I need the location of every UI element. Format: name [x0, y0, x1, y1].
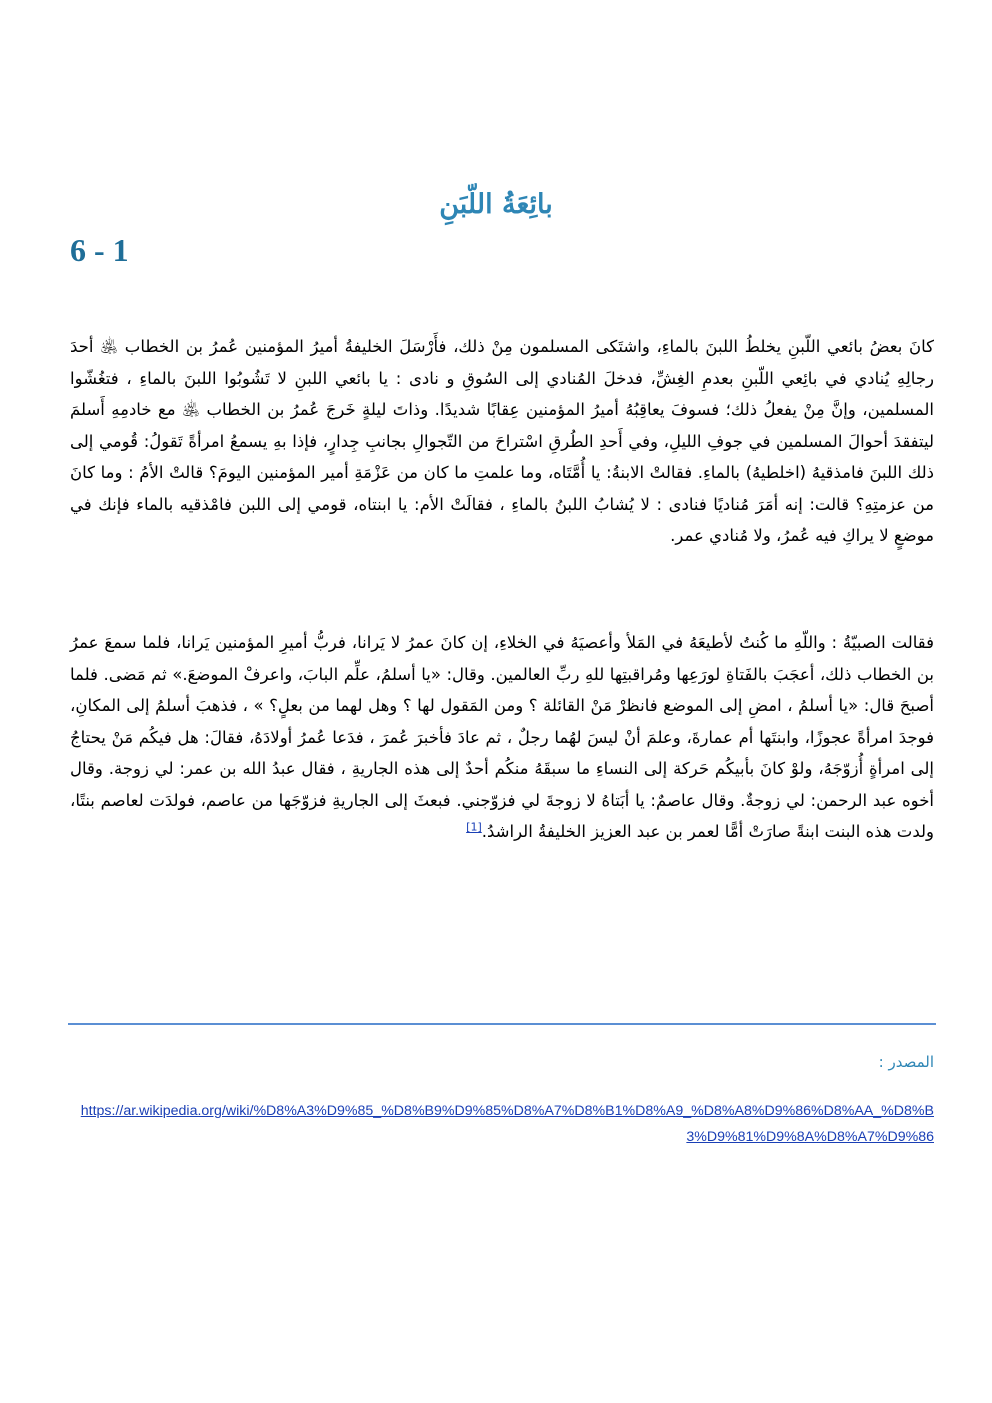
body-paragraph-2 — [70, 627, 934, 848]
paragraph-1-text: كانَ بعضُ بائعي اللّبنِ يخلطُ اللبنَ بالماءِ، واشتَكى المسلمون مِنْ ذلك، فأَرْسَلَ الخليفةُ أميرُ المؤمنين عُمرُ بن الخطاب ﵁ أحدَ رجالِهِ يُنادي في بائِعي اللّبنِ بعدمِ الغِشِّ، فدخلَ المُنادي إلى السُوقِ و نادى : يا بائعي اللبنِ لا تَشُوبُوا اللبنَ بالماءِ ، فتغُشّوا المسلمين، وإنَّ مِنْ يفعلُ ذلك؛ فسوفَ يعاقِبُهُ أميرُ المؤمنين عِقابًا شديدًا. وذاتَ ليلةٍ خَرجَ عُمرُ بن الخطاب ﵁ مع خادمِهِ أَسلمَ ليتفقدَ أحوالَ المسلمين في جوفِ الليلِ، وفي أَحدِ الطُرقِ اسْتراحَ من التّجوالِ بجانبِ جِدارٍ، فإذا بهِ يسمعُ امرأةً تَقولُ: قُومي إلى ذلك اللبنَ فامذقيهُ (اخلطيهُ) بالماءِ. فقالتْ الابنةُ: يا أُمَّتَاه، وما علمتِ ما كان من عَزْمَةِ أمير المؤمنين اليومَ؟ قالتْ الأمُ : وما كانَ من عزمتِهِ؟ قالت: إنه أمَرَ مُناديًا فنادى : لا يُشابُ اللبنُ بالماءِ ، فقالَتْ الأم: يا ابنتاه، قومي إلى اللبن فامْذقيه بالماء فإنك في موضعٍ لا يراكِ فيه عُمرُ، ولا مُنادي عمر. — [70, 337, 934, 545]
page-title: بائِعَةُ اللّبَنِ — [439, 189, 553, 221]
paragraph-2-text: فقالت الصبيّةُ : واللّهِ ما كُنتُ لأطيعَهُ في المَلأ وأعصيَهُ في الخلاءِ، إن كانَ عمرُ لا يَرانا، فربُّ أميرِ المؤمنين يَرانا، فلما سمعَ عمرُ بن الخطاب ذلك، أعجَبَ بالفَتاةِ لورَعِها ومُراقبتِها للهِ ربِّ العالمين. وقال: «يا أسلمُ، علِّم البابَ، واعرفْ الموضعَ.» ثم مَضى. فلما أصبحَ قال: «يا أسلمُ ، امضِ إلى الموضع فانظرْ مَنْ القائلة ؟ ومن المَقول لها ؟ وهل لهما من بعلٍ؟ » ، فذهبَ أسلمُ إلى المكانِ، فوجدَ امرأةً عجوزًا، وابنتَها أم عمارةَ، وعلمَ أنْ ليسَ لهُما رجلٌ ، ثم عادَ فأخبرَ عُمرَ ، فدَعا عُمرُ أولادَهُ، فقالَ: هل فيكُم مَنْ يحتاجُ إلى امرأةٍ أُزوّجَهُ، ولوْ كانَ بأبيكُم حَركة إلى النساءِ ما سبقَهُ منكُم أحدٌ إلى هذه الجاريةِ ، فقال عبدُ الله بن عمر: لي زوجة. وقال أخوه عبد الرحمن: لي زوجةٌ. وقال عاصمٌ: يا أبَتاهُ لا زوجةَ لي فزوّجني. فبعثَ إلى الجاريةِ فزوّجَها من عاصم، فولدَت لعاصم بنتًا، ولدت هذه البنت ابنةً صارَتْ أمًّا لعمر بن عبد العزيز الخليفةُ الراشدُ. — [70, 633, 934, 841]
footnote-divider — [68, 1023, 936, 1025]
body-paragraph-1 — [70, 331, 934, 552]
section-number: 6 - 1 — [70, 232, 129, 268]
source-link[interactable]: https://ar.wikipedia.org/wiki/%D8%A3%D9%85_%D8%B9%D9%85%D8%A7%D8%B1%D8%A9_%D8%A8%D9%86%D8%AA_%D8%B3%D9%81%D9%8A%D8%A7%D9%86 — [80, 1103, 934, 1145]
footnote-link[interactable]: [1] — [466, 820, 482, 834]
source-label: المصدر : — [878, 1053, 934, 1071]
